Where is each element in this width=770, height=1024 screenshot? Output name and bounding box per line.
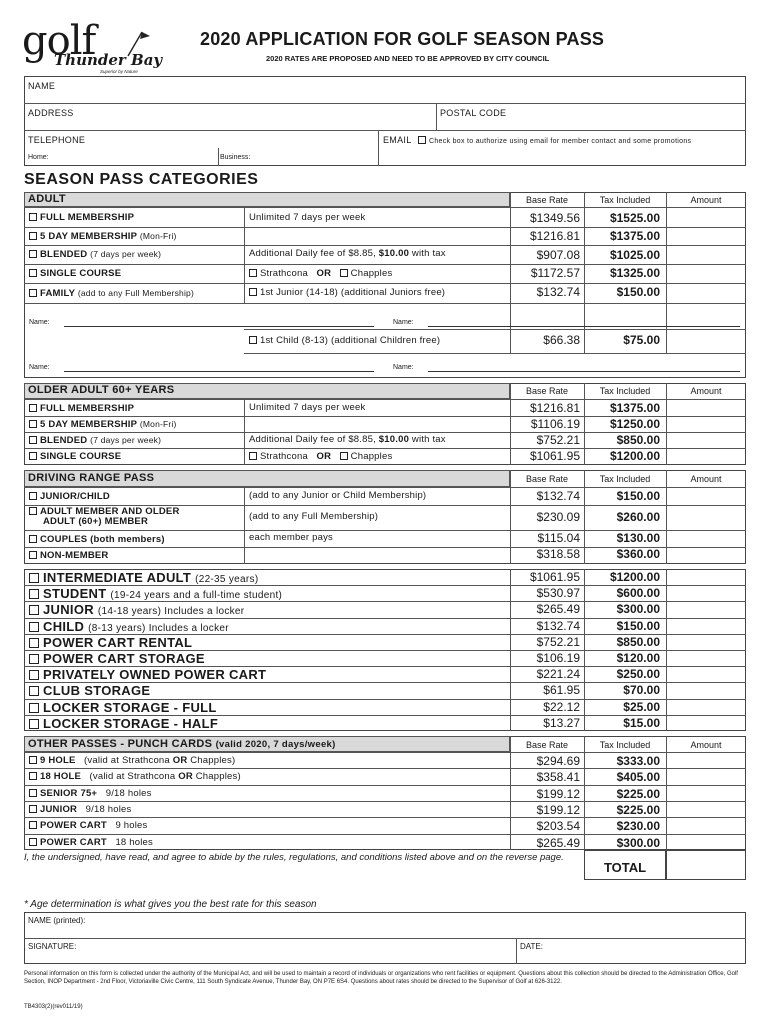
adult-5day-membership[interactable]: 5 DAY MEMBERSHIP (Mon-Fri) <box>29 231 177 242</box>
logo-sub-text: Thunder Bay <box>54 51 163 69</box>
chapples-checkbox[interactable] <box>340 269 348 277</box>
adult-blended[interactable]: BLENDED (7 days per week) <box>29 249 161 260</box>
driving-range-header: DRIVING RANGE PASS <box>28 472 155 484</box>
col-tax-included: Tax Included <box>599 386 651 396</box>
page-subtitle: 2020 RATES ARE PROPOSED AND NEED TO BE APPROVED BY CITY COUNCIL <box>266 54 550 63</box>
checkbox[interactable] <box>29 821 37 829</box>
misc-tax-7: $70.00 <box>623 683 660 698</box>
driving-adult-tax: $260.00 <box>616 510 660 524</box>
other-pass-4[interactable]: POWER CART 9 holes <box>29 820 148 831</box>
adult-full-desc: Unlimited 7 days per week <box>249 212 366 223</box>
adult-header: ADULT <box>28 193 66 205</box>
misc-base-0: $1061.95 <box>529 570 580 584</box>
total-amount-field[interactable] <box>666 850 746 880</box>
email-consent-note: Check box to authorize using email for member contact and some promotions <box>429 138 692 145</box>
other-base-3: $199.12 <box>536 802 580 817</box>
other-tax-4: $230.00 <box>616 819 660 834</box>
family-name-label-4: Name: <box>393 364 414 371</box>
checkbox[interactable] <box>29 756 37 764</box>
checkbox[interactable] <box>29 289 37 297</box>
driving-couples-tax: $130.00 <box>616 531 660 545</box>
strathcona-checkbox[interactable] <box>249 269 257 277</box>
misc-item-2[interactable]: JUNIOR (14-18 years) Includes a locker <box>29 602 244 617</box>
name-field[interactable]: NAME <box>28 81 56 91</box>
checkbox[interactable] <box>29 589 39 599</box>
misc-base-7: $61.95 <box>543 683 580 698</box>
older-single-course[interactable]: SINGLE COURSE <box>29 451 121 462</box>
adult-single-tax: $1325.00 <box>609 266 660 280</box>
col-base-rate: Base Rate <box>525 386 569 396</box>
checkbox[interactable] <box>29 719 39 729</box>
checkbox[interactable] <box>29 269 37 277</box>
misc-item-4[interactable]: POWER CART RENTAL <box>29 635 192 650</box>
checkbox[interactable] <box>29 420 37 428</box>
strathcona-checkbox[interactable] <box>249 452 257 460</box>
older-adult-header: OLDER ADULT 60+ YEARS <box>28 384 175 396</box>
other-base-1: $358.41 <box>536 770 580 785</box>
misc-item-5[interactable]: POWER CART STORAGE <box>29 651 205 666</box>
col-amount: Amount <box>690 740 722 750</box>
adult-family-base: $132.74 <box>536 285 580 299</box>
misc-item-0[interactable]: INTERMEDIATE ADULT (22-35 years) <box>29 570 258 585</box>
family-name-label-1: Name: <box>29 319 50 326</box>
misc-tax-9: $15.00 <box>623 715 660 730</box>
col-amount: Amount <box>690 386 722 396</box>
other-base-2: $199.12 <box>536 786 580 801</box>
checkbox[interactable] <box>29 436 37 444</box>
older-single-course-options[interactable]: Strathcona OR Chapples <box>249 451 392 462</box>
adult-blended-tax: $1025.00 <box>609 248 660 262</box>
misc-base-5: $106.19 <box>536 651 580 665</box>
older-full-tax: $1375.00 <box>609 401 660 415</box>
col-base-rate: Base Rate <box>525 195 569 205</box>
misc-tax-6: $250.00 <box>616 667 660 682</box>
date-field[interactable]: DATE: <box>520 942 543 951</box>
email-consent-checkbox[interactable] <box>418 136 426 144</box>
col-tax-included: Tax Included <box>599 474 651 484</box>
other-tax-2: $225.00 <box>616 786 660 801</box>
older-blended-desc: Additional Daily fee of $8.85, $10.00 with tax <box>249 434 446 445</box>
older-single-tax: $1200.00 <box>609 449 660 463</box>
checkbox[interactable] <box>29 605 39 615</box>
older-5day-membership[interactable]: 5 DAY MEMBERSHIP (Mon-Fri) <box>29 419 177 430</box>
address-field[interactable]: ADDRESS <box>28 108 74 118</box>
adult-blended-base: $907.08 <box>536 248 580 262</box>
email-field[interactable] <box>383 135 691 145</box>
contact-box <box>24 76 746 166</box>
checkbox[interactable] <box>29 507 37 515</box>
checkbox[interactable] <box>29 232 37 240</box>
checkbox[interactable] <box>29 452 37 460</box>
page-title: 2020 APPLICATION FOR GOLF SEASON PASS <box>200 29 605 49</box>
col-tax-included: Tax Included <box>599 740 651 750</box>
misc-item-3[interactable]: CHILD (8-13 years) Includes a locker <box>29 619 229 634</box>
adult-full-membership[interactable]: FULL MEMBERSHIP <box>29 212 134 223</box>
other-pass-3[interactable]: JUNIOR 9/18 holes <box>29 804 131 815</box>
other-pass-0[interactable]: 9 HOLE (valid at Strathcona OR Chapples) <box>29 755 235 766</box>
driving-couples[interactable]: COUPLES (both members) <box>29 534 165 545</box>
business-phone-field[interactable]: Business: <box>220 154 251 161</box>
other-pass-5[interactable]: POWER CART 18 holes <box>29 837 153 848</box>
misc-tax-3: $150.00 <box>616 618 660 633</box>
family-child-desc[interactable]: 1st Child (8-13) (additional Children free) <box>249 335 440 346</box>
chapples-checkbox[interactable] <box>340 452 348 460</box>
driving-junior-base: $132.74 <box>536 489 580 503</box>
family-name-label-2: Name: <box>393 319 414 326</box>
family-name-label-3: Name: <box>29 364 50 371</box>
adult-blended-desc: Additional Daily fee of $8.85, $10.00 with tax <box>249 248 446 259</box>
checkbox[interactable] <box>29 638 39 648</box>
driving-couples-base: $115.04 <box>537 531 580 545</box>
driving-nonmember-tax: $360.00 <box>616 547 660 561</box>
misc-base-1: $530.97 <box>536 586 580 601</box>
family-child-tax: $75.00 <box>623 333 660 347</box>
col-amount: Amount <box>690 195 722 205</box>
older-full-membership[interactable]: FULL MEMBERSHIP <box>29 403 134 414</box>
col-amount: Amount <box>690 474 722 484</box>
adult-family-desc[interactable]: 1st Junior (14-18) (additional Juniors free) <box>249 287 445 298</box>
other-base-4: $203.54 <box>536 819 580 834</box>
other-pass-2[interactable]: SENIOR 75+ 9/18 holes <box>29 788 152 799</box>
age-note: * Age determination is what gives you the best rate for this season <box>24 899 317 910</box>
section-title: SEASON PASS CATEGORIES <box>24 171 259 188</box>
other-base-0: $294.69 <box>536 754 580 768</box>
misc-tax-4: $850.00 <box>616 634 660 649</box>
adult-family-tax: $150.00 <box>616 285 660 299</box>
other-tax-0: $333.00 <box>616 754 660 768</box>
driving-adult-desc: (add to any Full Membership) <box>249 511 379 522</box>
total-label: TOTAL <box>603 860 647 875</box>
adult-single-course[interactable]: SINGLE COURSE <box>29 268 121 279</box>
driving-adult-member[interactable]: ADULT MEMBER AND OLDER ADULT (60+) MEMBER <box>29 507 180 527</box>
checkbox[interactable] <box>29 670 39 680</box>
other-passes-header: OTHER PASSES - PUNCH CARDS (valid 2020, 7 days/week) <box>28 738 336 750</box>
misc-tax-8: $25.00 <box>623 699 660 714</box>
checkbox[interactable] <box>29 250 37 258</box>
adult-5day-base: $1216.81 <box>529 229 580 243</box>
checkbox[interactable] <box>29 551 37 559</box>
checkbox[interactable] <box>29 404 37 412</box>
adult-full-base: $1349.56 <box>529 211 580 225</box>
older-blended-base: $752.21 <box>536 433 580 447</box>
privacy-notice: Personal information on this form is collected under the authority of the Municipal Act, and will be used to maintain a record of individuals or organizations who rent facilities or equipment. Questions about this collection should be directed to the Administration Office, Golf Section, INOP Department - 2nd Floor, Victoriaville Civic Centre, 111 South Syndicate Avenue, Thunder Bay, ON P7E 6S4. Questions about rates should be directed to the Supervisor of Golf at 626-3122. <box>24 971 738 985</box>
misc-item-1[interactable]: STUDENT (19-24 years and a full-time student) <box>29 586 282 601</box>
misc-item-7[interactable]: CLUB STORAGE <box>29 683 150 698</box>
col-base-rate: Base Rate <box>525 474 569 484</box>
checkbox[interactable] <box>29 654 39 664</box>
checkbox[interactable] <box>249 288 257 296</box>
postal-code-field[interactable]: POSTAL CODE <box>440 108 507 118</box>
misc-tax-5: $120.00 <box>616 651 660 665</box>
adult-full-tax: $1525.00 <box>609 211 660 225</box>
older-5day-tax: $1250.00 <box>609 417 660 431</box>
printed-name-field[interactable]: NAME (printed): <box>28 916 86 925</box>
adult-single-base: $1172.57 <box>530 266 580 280</box>
checkbox[interactable] <box>29 686 39 696</box>
misc-base-6: $221.24 <box>536 667 580 682</box>
form-code: TB4303(2)(rev011/19) <box>24 1004 83 1010</box>
older-blended[interactable]: BLENDED (7 days per week) <box>29 435 161 446</box>
older-full-desc: Unlimited 7 days per week <box>249 402 366 413</box>
driving-junior-child[interactable]: JUNIOR/CHILD <box>29 491 110 502</box>
driving-junior-tax: $150.00 <box>616 489 660 503</box>
older-blended-tax: $850.00 <box>616 433 660 447</box>
misc-tax-1: $600.00 <box>616 586 660 601</box>
misc-tax-2: $300.00 <box>616 602 660 617</box>
email-label: EMAIL <box>383 135 412 145</box>
driving-adult-base: $230.09 <box>536 510 580 524</box>
agreement-text: I, the undersigned, have read, and agree to abide by the rules, regulations, and conditions listed above and on the reverse page. <box>24 852 564 863</box>
older-full-base: $1216.81 <box>529 401 580 415</box>
checkbox[interactable] <box>29 622 39 632</box>
misc-base-8: $22.12 <box>543 699 580 714</box>
driving-couples-desc: each member pays <box>249 532 333 543</box>
other-tax-1: $405.00 <box>616 770 660 785</box>
misc-base-2: $265.49 <box>536 602 580 617</box>
misc-item-9[interactable]: LOCKER STORAGE - HALF <box>29 716 218 731</box>
checkbox[interactable] <box>29 838 37 846</box>
logo-main-text: golf <box>22 18 96 64</box>
checkbox[interactable] <box>29 789 37 797</box>
checkbox[interactable] <box>29 772 37 780</box>
driving-nonmember-base: $318.58 <box>536 547 580 561</box>
misc-item-6[interactable]: PRIVATELY OWNED POWER CART <box>29 667 266 682</box>
checkbox[interactable] <box>29 492 37 500</box>
family-child-base: $66.38 <box>543 333 580 347</box>
other-tax-3: $225.00 <box>616 802 660 817</box>
adult-single-course-options[interactable]: Strathcona OR Chapples <box>249 268 392 279</box>
driving-non-member[interactable]: NON-MEMBER <box>29 550 109 561</box>
checkbox[interactable] <box>29 703 39 713</box>
misc-base-4: $752.21 <box>536 634 580 649</box>
logo-tagline: Superior by Nature <box>100 69 138 74</box>
checkbox[interactable] <box>29 535 37 543</box>
driving-junior-desc: (add to any Junior or Child Membership) <box>249 490 427 501</box>
other-pass-1[interactable]: 18 HOLE (valid at Strathcona OR Chapples) <box>29 771 241 782</box>
other-base-5: $265.49 <box>536 835 580 850</box>
adult-family[interactable]: FAMILY (add to any Full Membership) <box>29 288 194 299</box>
checkbox[interactable] <box>249 336 257 344</box>
col-base-rate: Base Rate <box>525 740 569 750</box>
older-single-base: $1061.95 <box>529 449 580 463</box>
col-tax-included: Tax Included <box>599 195 651 205</box>
signature-field[interactable]: SIGNATURE: <box>28 942 77 951</box>
misc-item-8[interactable]: LOCKER STORAGE - FULL <box>29 700 217 715</box>
checkbox[interactable] <box>29 805 37 813</box>
checkbox[interactable] <box>29 573 39 583</box>
golf-thunder-bay-logo <box>22 18 182 80</box>
misc-base-3: $132.74 <box>536 618 580 633</box>
checkbox[interactable] <box>29 213 37 221</box>
home-phone-field[interactable]: Home: <box>28 154 49 161</box>
misc-tax-0: $1200.00 <box>609 570 660 584</box>
adult-5day-tax: $1375.00 <box>609 229 660 243</box>
misc-base-9: $13.27 <box>543 715 580 730</box>
telephone-label: TELEPHONE <box>28 135 86 145</box>
older-5day-base: $1106.19 <box>530 417 580 431</box>
other-tax-5: $300.00 <box>616 835 660 850</box>
